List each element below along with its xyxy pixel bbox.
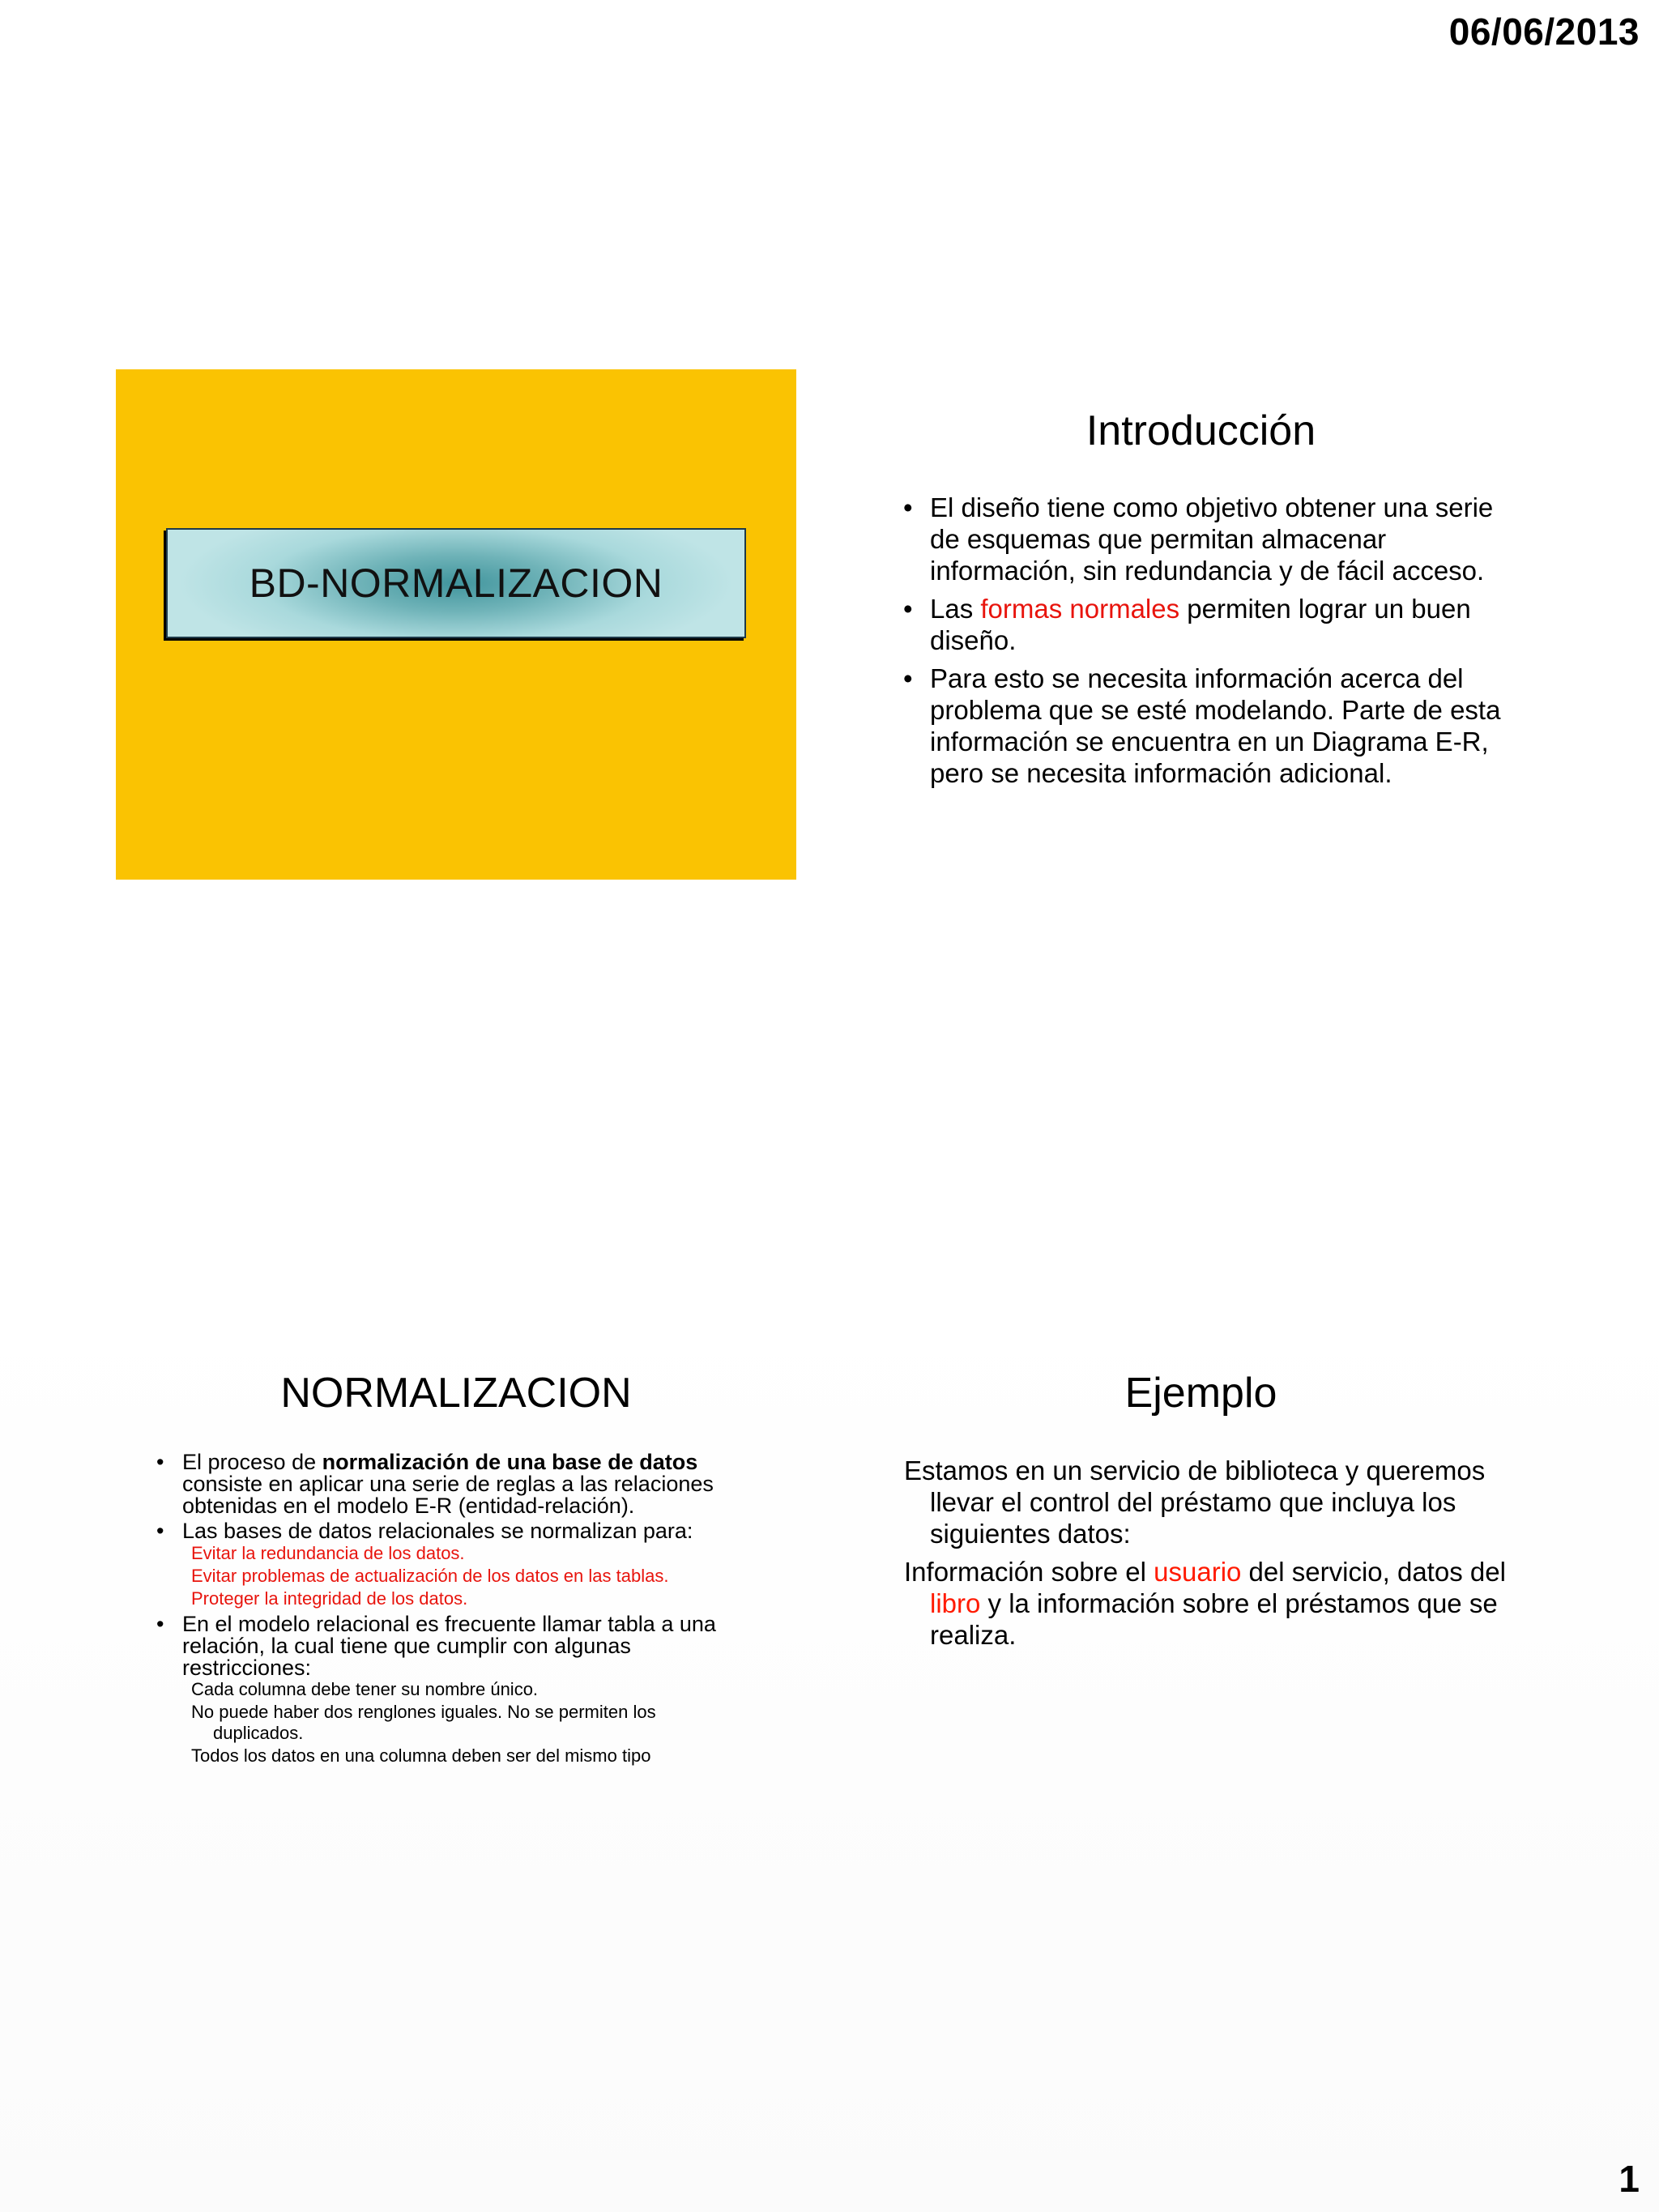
page-number: 1 xyxy=(1618,2158,1640,2200)
intro-bullet-3: • Para esto se necesita información acerca del problema que se esté modelando. Parte de esta información se encuentra en un Diagrama E-R, pero se necesita información adicional. xyxy=(903,663,1501,788)
highlight-usuario: usuario xyxy=(1154,1557,1242,1587)
intro-bullet-list xyxy=(903,492,1507,795)
norm-bullet-3: • En el modelo relacional es frecuente llamar tabla a una relación, la cual tiene que cumplir con algunas restricciones: xyxy=(156,1612,716,1680)
bullet-dot: • xyxy=(156,1612,164,1636)
slide-title-ejemplo: Ejemplo xyxy=(1124,1370,1277,1417)
bullet-dot: • xyxy=(156,1450,164,1474)
norm-bullet-1: • El proceso de normalización de una base de datos consiste en aplicar una serie de reglas a las relaciones obtenidas en el modelo E-R (entidad-relación). xyxy=(156,1450,714,1518)
norm-subitem: Todos los datos en una columna deben ser del mismo tipo xyxy=(191,1745,651,1766)
highlight-formas-normales: formas normales xyxy=(980,594,1180,624)
norm-subitem: No puede haber dos renglones iguales. No se permiten los duplicados. xyxy=(191,1702,656,1743)
bullet-dot: • xyxy=(903,492,913,522)
slide-title-box xyxy=(166,528,746,638)
page-date: 06/06/2013 xyxy=(1448,11,1640,53)
ejemplo-paragraph-2: Información sobre el usuario del servicio, datos del libro y la información sobre el préstamos que se realiza. xyxy=(904,1557,1506,1650)
ejemplo-paragraph-1: Estamos en un servicio de biblioteca y queremos llevar el control del préstamo que incluya los siguientes datos: xyxy=(904,1455,1486,1549)
presentation-title: BD-NORMALIZACION xyxy=(249,560,663,606)
normalizacion-bullet-list xyxy=(156,1448,748,1768)
norm-subitem-red: Evitar problemas de actualización de los datos en las tablas. xyxy=(191,1566,669,1586)
norm-subitem: Cada columna debe tener su nombre único. xyxy=(191,1679,539,1699)
intro-bullet-1: • El diseño tiene como objetivo obtener una serie de esquemas que permitan almacenar información, sin redundancia y de fácil acceso. xyxy=(903,492,1494,586)
highlight-libro: libro xyxy=(930,1588,981,1618)
norm-subitem-red: Evitar la redundancia de los datos. xyxy=(191,1543,465,1563)
slide-title-card xyxy=(116,369,796,880)
bullet-dot: • xyxy=(903,663,913,693)
intro-bullet-2: • Las formas normales permiten lograr un buen diseño. xyxy=(903,594,1471,655)
slide-title-introduccion: Introducción xyxy=(1085,407,1316,454)
slide-title-normalizacion: NORMALIZACION xyxy=(280,1370,632,1417)
bullet-dot: • xyxy=(156,1519,164,1543)
norm-bullet-2: • Las bases de datos relacionales se normalizan para: xyxy=(156,1519,693,1543)
bullet-dot: • xyxy=(903,594,913,624)
norm-subitem-red: Proteger la integridad de los datos. xyxy=(191,1588,468,1609)
